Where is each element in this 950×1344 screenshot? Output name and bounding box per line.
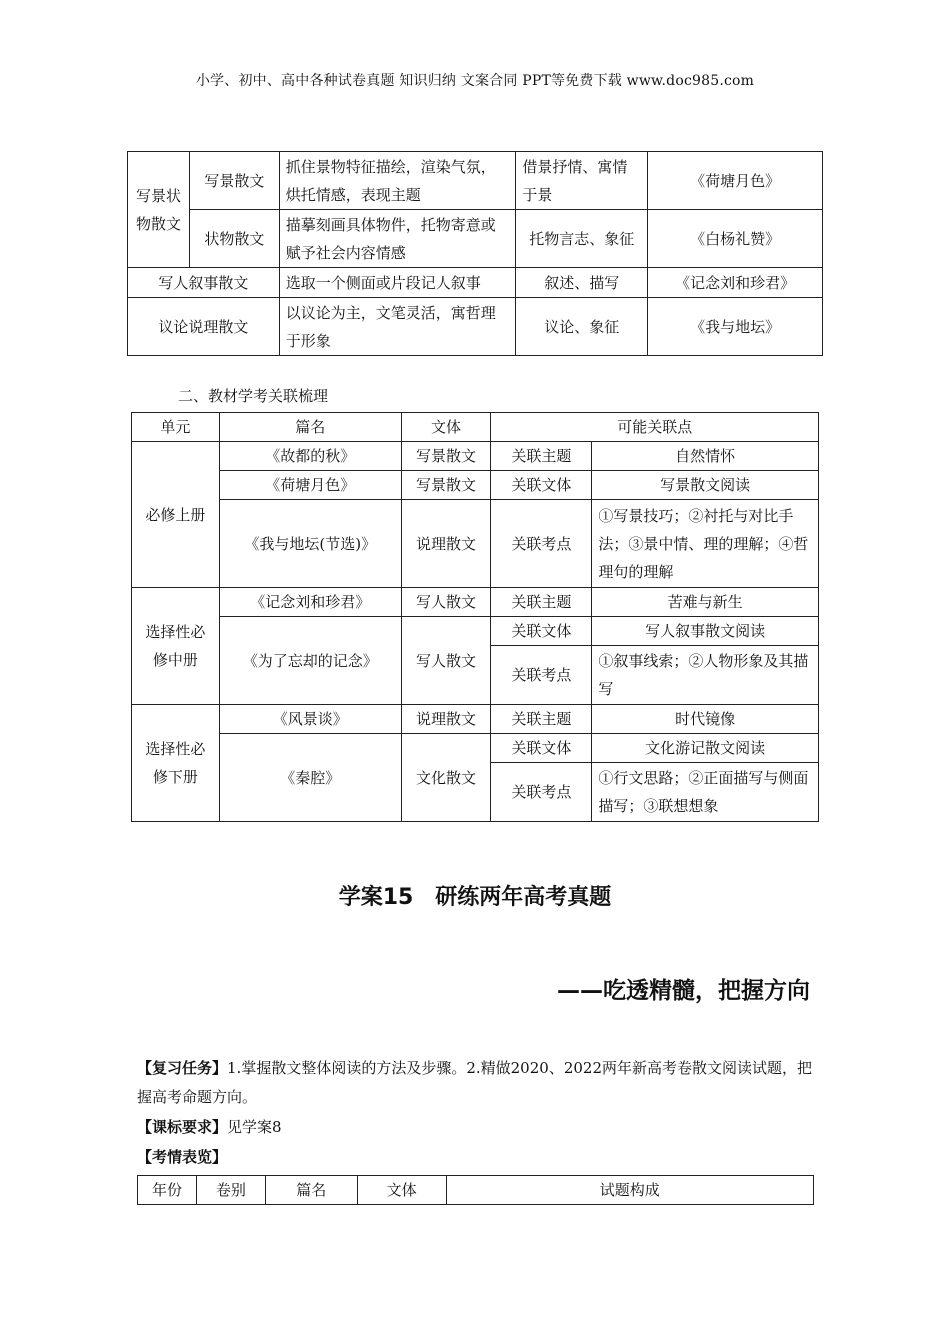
genre-cell: 说理散文 (401, 500, 491, 588)
point-cell: 时代镜像 (592, 705, 819, 734)
header-cell: 篇名 (265, 1176, 357, 1205)
example-cell: 《白杨礼赞》 (648, 210, 823, 268)
header-cell: 文体 (401, 413, 491, 442)
point-cell: ①行文思路；②正面描写与侧面描写；③联想想象 (592, 763, 819, 822)
method-cell: 以议论为主，文笔灵活，寓哲理于形象 (279, 298, 516, 356)
genre-cell: 写人散文 (401, 588, 491, 617)
link-cell: 关联主题 (491, 442, 592, 471)
page-header: 小学、初中、高中各种试卷真题 知识归纳 文案合同 PPT等免费下载 www.doc985.com (195, 73, 755, 89)
header-cell: 年份 (138, 1176, 197, 1205)
standard-req (137, 1113, 817, 1142)
exam-label: 【考情表览】 (137, 1148, 228, 1166)
genre-cell: 写景散文 (401, 442, 491, 471)
header-cell: 可能关联点 (491, 413, 819, 442)
standard-label: 【课标要求】 (137, 1118, 228, 1136)
unit-cell: 必修上册 (132, 442, 220, 588)
header-cell: 篇名 (219, 413, 401, 442)
point-cell: ①叙事线索；②人物形象及其描写 (592, 646, 819, 705)
textbook-link-table (131, 412, 819, 822)
title-cell: 《记念刘和珍君》 (219, 588, 401, 617)
method-cell: 选取一个侧面或片段记人叙事 (279, 268, 516, 298)
header-cell: 文体 (357, 1176, 446, 1205)
expression-cell: 托物言志、象征 (516, 210, 648, 268)
header-cell: 单元 (132, 413, 220, 442)
link-cell: 关联考点 (491, 646, 592, 705)
standard-text: 见学案8 (227, 1118, 282, 1136)
unit-cell: 选择性必修下册 (132, 705, 220, 822)
link-cell: 关联主题 (491, 705, 592, 734)
expression-cell: 议论、象征 (516, 298, 648, 356)
genre-cell: 写景散文 (401, 471, 491, 500)
point-cell: 自然情怀 (592, 442, 819, 471)
point-cell: 写人叙事散文阅读 (592, 617, 819, 646)
review-text: 1.掌握散文整体阅读的方法及步骤。2.精做2020、2022两年新高考卷散文阅读试题，把握高考命题方向。 (137, 1059, 812, 1106)
header-cell: 卷别 (196, 1176, 265, 1205)
example-cell: 《记念刘和珍君》 (648, 268, 823, 298)
unit-cell: 选择性必修中册 (132, 588, 220, 705)
group-label: 写景状物散文 (128, 152, 190, 268)
genre-cell: 写人散文 (401, 617, 491, 705)
title-cell: 《秦腔》 (219, 734, 401, 822)
method-cell: 描摹刻画具体物件，托物寄意或赋予社会内容情感 (279, 210, 516, 268)
header-cell: 试题构成 (446, 1176, 813, 1205)
point-cell: 写景散文阅读 (592, 471, 819, 500)
link-cell: 关联文体 (491, 471, 592, 500)
point-cell: 苦难与新生 (592, 588, 819, 617)
section-title: 二、教材学考关联梳理 (178, 387, 329, 405)
link-cell: 关联主题 (491, 588, 592, 617)
title-cell: 《风景谈》 (219, 705, 401, 734)
type-cell: 写人叙事散文 (128, 268, 280, 298)
title-cell: 《我与地坛(节选)》 (219, 500, 401, 588)
link-cell: 关联文体 (491, 617, 592, 646)
link-cell: 关联考点 (491, 763, 592, 822)
essay-types-table (127, 151, 823, 356)
title-cell: 《荷塘月色》 (219, 471, 401, 500)
method-cell: 抓住景物特征描绘，渲染气氛，烘托情感，表现主题 (279, 152, 516, 210)
example-cell: 《我与地坛》 (648, 298, 823, 356)
title-cell: 《为了忘却的记念》 (219, 617, 401, 705)
link-cell: 关联文体 (491, 734, 592, 763)
link-cell: 关联考点 (491, 500, 592, 588)
exam-table (137, 1175, 814, 1205)
genre-cell: 说理散文 (401, 705, 491, 734)
type-cell: 议论说理散文 (128, 298, 280, 356)
type-cell: 状物散文 (189, 210, 279, 268)
lesson-title: 学案15 研练两年高考真题 (338, 885, 612, 910)
type-cell: 写景散文 (189, 152, 279, 210)
point-cell: 文化游记散文阅读 (592, 734, 819, 763)
review-label: 【复习任务】 (137, 1059, 228, 1077)
expression-cell: 叙述、描写 (516, 268, 648, 298)
genre-cell: 文化散文 (401, 734, 491, 822)
expression-cell: 借景抒情、寓情于景 (516, 152, 648, 210)
lesson-subtitle: ——吃透精髓，把握方向 (557, 978, 810, 1004)
point-cell: ①写景技巧；②衬托与对比手法；③景中情、理的理解；④哲理句的理解 (592, 500, 819, 588)
review-task (137, 1054, 817, 1112)
title-cell: 《故都的秋》 (219, 442, 401, 471)
example-cell: 《荷塘月色》 (648, 152, 823, 210)
